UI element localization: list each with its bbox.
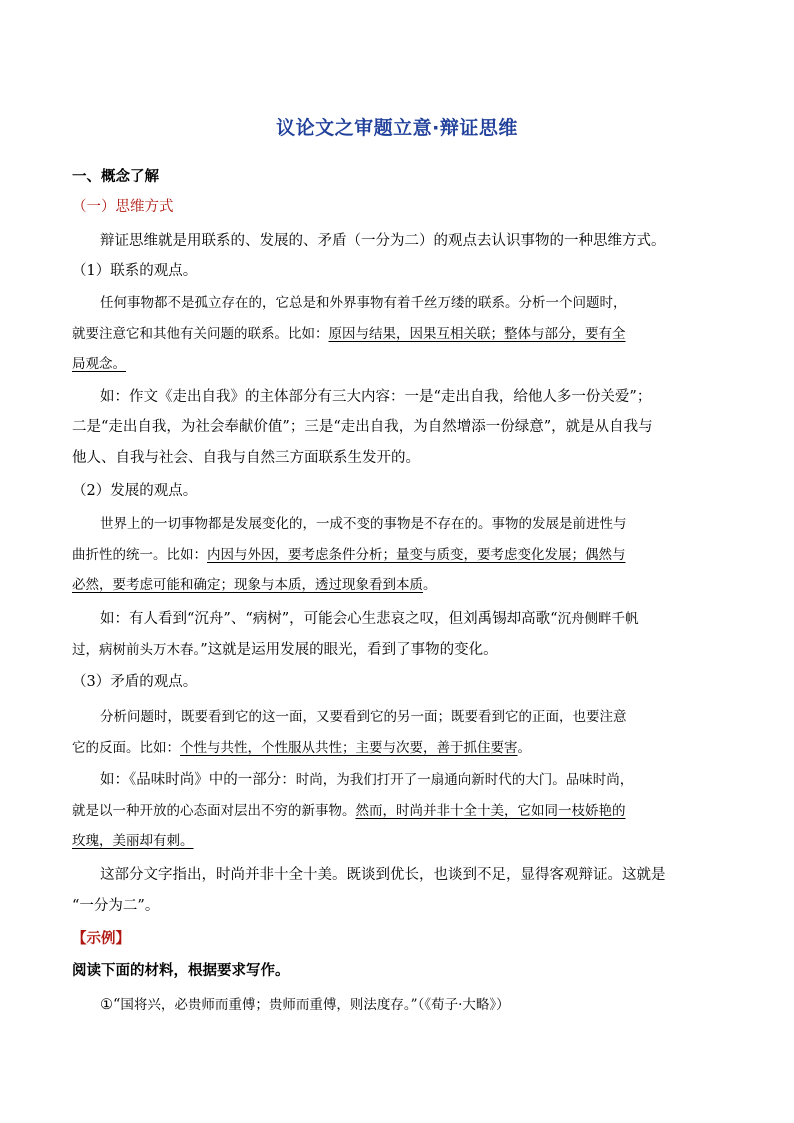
point2-underlined-text-2: 必然，要考虑可能和确定；现象与本质，透过现象看到本质	[72, 577, 423, 593]
point3-line2-end: 。	[517, 740, 531, 756]
point3-conclusion-line2: “一分为二”。	[72, 898, 160, 914]
point2-example-end: ”这就是运用发展的眼光，看到了事物的变化。	[200, 642, 498, 658]
point3-underlined-quote: 然而，时尚并非十全十美，它如同一枝娇艳的	[355, 803, 626, 819]
point1-example-line2: 二是“走出自我，为社会奉献价值”；三是“走出自我，为自然增添一份绿意”，就是从自我与	[72, 419, 653, 435]
point1-line3: 局观念。	[72, 356, 126, 372]
point2-line3-end: 。	[423, 577, 437, 593]
example-item-1	[100, 990, 510, 1020]
point3-line1: 分析问题时，既要看到它的这一面，又要看到它的另一面；既要看到它的正面，也要注意	[100, 709, 627, 725]
point3-line2	[72, 733, 531, 763]
example-item-marker: ①“	[100, 997, 121, 1013]
point3-quote: 时尚，为我们打开了一扇通向新时代的大门。品味时尚，	[295, 772, 634, 788]
point1-example-line1: 如：作文《走出自我》的主体部分有三大内容：一是“走出自我，给他人多一份关爱”；	[100, 389, 652, 405]
point2-example-text: 如：有人看到“沉舟”、“病树”，可能会心生悲哀之叹，但刘禹锡却高歌“	[100, 611, 558, 627]
point1-line2	[72, 319, 626, 349]
example-tag: 【示例】	[72, 931, 130, 947]
point2-underlined-text: 内因与外因，要考虑条件分析；量变与质变，要考虑变化发展；偶然与	[207, 547, 626, 563]
point3-underlined-text: 个性与共性，个性服从共性；主要与次要，善于抓住要害	[180, 740, 518, 756]
point1-underlined-text: 原因与结果，因果互相关联；整体与部分，要有全	[328, 326, 626, 342]
point2-line2	[72, 540, 626, 570]
point2-example-line2	[72, 635, 498, 665]
point3-example-line2	[72, 796, 626, 826]
point1-line2-text: 就要注意它和其他有关问题的联系。比如：	[72, 326, 329, 342]
point1-line1: 任何事物都不是孤立存在的，它总是和外界事物有着千丝万缕的联系。分析一个问题时，	[100, 295, 627, 311]
page-title: 议论文之审题立意·辩证思维	[276, 117, 518, 139]
subsection-heading-thinking: （一）思维方式	[72, 199, 174, 215]
point2-example-line1	[100, 604, 639, 634]
point-heading-contradiction: （3）矛盾的观点。	[72, 674, 198, 690]
poem-quote-2: 过，病树前头万木春。	[72, 642, 201, 658]
point-heading-connection: （1）联系的观点。	[72, 263, 198, 279]
point2-line3	[72, 570, 437, 600]
point3-example-line3: 玫瑰，美丽却有刺。	[72, 833, 194, 849]
point3-quote-2: 就是以一种开放的心态面对层出不穷的新事物。	[72, 803, 356, 819]
point2-line1: 世界上的一切事物都是发展变化的，一成不变的事物是不存在的。事物的发展是前进性与	[100, 516, 627, 532]
intro-paragraph: 辩证思维就是用联系的、发展的、矛盾（一分为二）的观点去认识事物的一种思维方式。	[100, 233, 666, 249]
point-heading-development: （2）发展的观点。	[72, 483, 198, 499]
example-quote: 国将兴，必贵师而重傅；贵师而重傅，则法度存。”（《荀子·大略》）	[120, 997, 510, 1013]
point3-example-line1	[100, 765, 633, 795]
point2-line2-text: 曲折性的统一。比如：	[72, 547, 207, 563]
point1-example-line3: 他人、自我与社会、自我与自然三方面联系生发开的。	[72, 450, 420, 466]
point3-line2-text: 它的反面。比如：	[72, 740, 180, 756]
section-heading-concept: 一、概念了解	[72, 169, 159, 185]
example-instruction: 阅读下面的材料，根据要求写作。	[72, 963, 290, 979]
point3-example-text: 如：《品味时尚》中的一部分：	[100, 772, 296, 788]
point3-conclusion-line1: 这部分文字指出，时尚并非十全十美。既谈到优长，也谈到不足，显得客观辩证。这就是	[100, 867, 666, 883]
poem-quote: 沉舟侧畔千帆	[557, 611, 639, 627]
